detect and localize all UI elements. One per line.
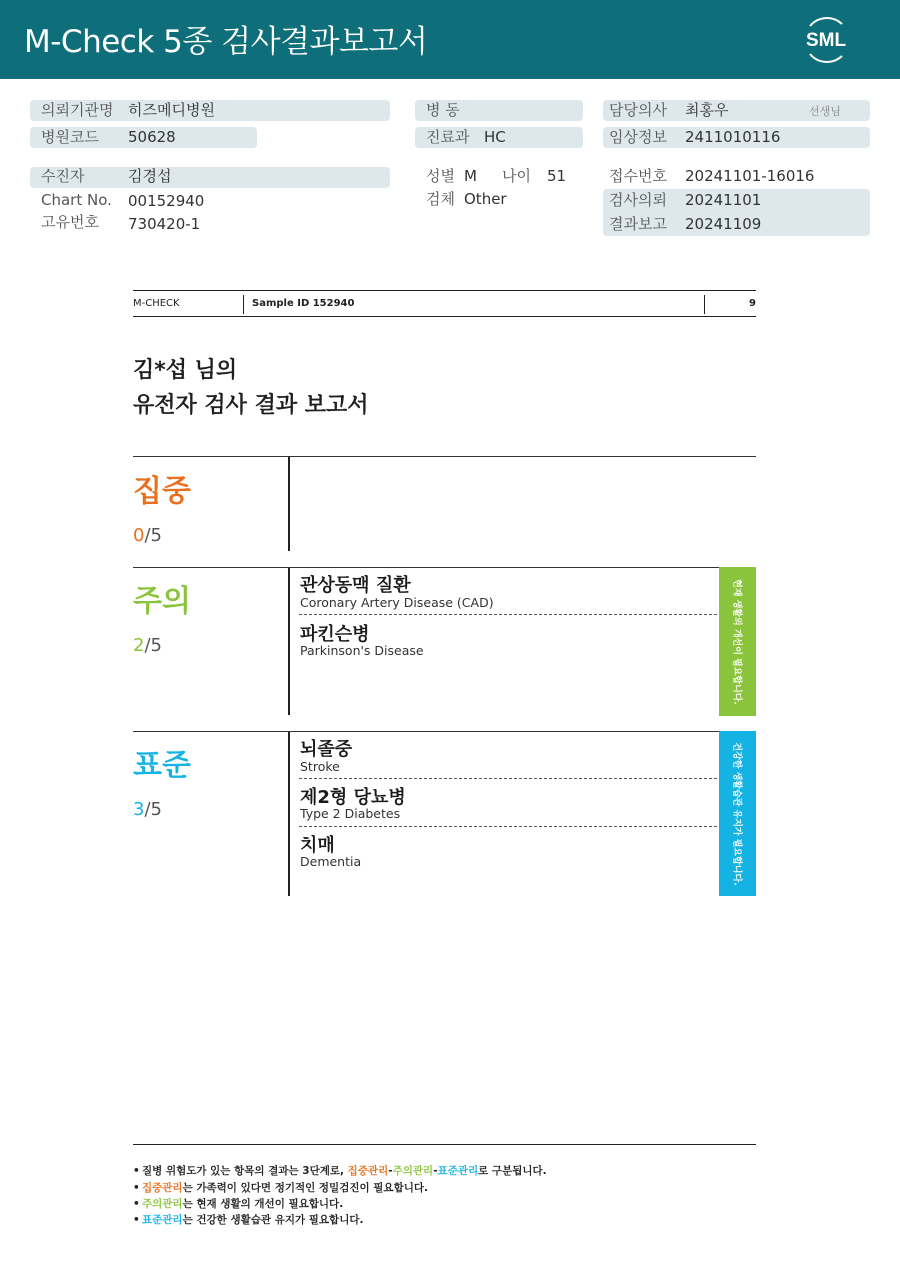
report-date-label: 결과보고 (609, 215, 667, 233)
focus-term: 집중관리 (347, 1165, 389, 1177)
caution-section-count (133, 635, 162, 656)
sex-value: M (464, 167, 477, 185)
standard-side-text: 건강한 생활습관 유지가 필요합니다. (731, 741, 741, 886)
focus-section-divider (288, 457, 290, 551)
footnote-text: 는 현재 생활의 개선이 필요합니다. (182, 1198, 344, 1210)
focus-count: 0 (133, 525, 145, 546)
specimen-label: 검체 (426, 190, 455, 208)
footnote-dash: - (388, 1165, 393, 1177)
sml-logo (796, 12, 856, 66)
standard-term: 표준관리 (142, 1214, 183, 1226)
caution-side-banner (719, 567, 756, 716)
bullet: • (133, 1214, 140, 1226)
standard-item-title: 제2형 당뇨병 (300, 787, 406, 808)
institution-label: 의뢰기관명 (41, 101, 114, 119)
clinical-info-value: 2411010116 (685, 128, 781, 146)
svg-text:SML: SML (805, 30, 847, 51)
request-date-value: 20241101 (685, 191, 762, 209)
standard-item-subtitle: Dementia (300, 854, 362, 869)
caution-section-rule (133, 567, 756, 568)
doctor-label: 담당의사 (609, 101, 667, 119)
focus-section-rule (133, 456, 756, 457)
report-brand: M-CHECK (133, 298, 180, 309)
hospital-code-label: 병원코드 (41, 128, 99, 146)
page-number: 9 (749, 298, 756, 309)
request-date-label: 검사의뢰 (609, 191, 667, 209)
top-banner (0, 0, 900, 79)
specimen-value: Other (464, 190, 507, 208)
caution-count: 2 (133, 635, 145, 656)
footnote-text: 는 가족력이 있다면 정기적인 정밀검진이 필요합니다. (182, 1182, 428, 1194)
footnote-dash: - (433, 1165, 438, 1177)
standard-item-title: 치매 (300, 835, 335, 856)
caution-term: 주의관리 (142, 1198, 183, 1210)
footnote-2 (133, 1180, 428, 1195)
department-value: HC (484, 128, 506, 146)
unique-id-value: 730420-1 (128, 215, 201, 233)
footnote-3 (133, 1196, 343, 1211)
receipt-label: 접수번호 (609, 167, 667, 185)
age-label: 나이 (502, 167, 531, 185)
caution-side-text: 현재 생활의 개선이 필요합니다. (731, 578, 741, 705)
report-title-line2: 유전자 검사 결과 보고서 (133, 393, 369, 418)
caution-item-subtitle: Parkinson's Disease (300, 643, 424, 658)
standard-section-divider (288, 732, 290, 896)
standard-item-subtitle: Stroke (300, 759, 340, 774)
age-value: 51 (547, 167, 567, 185)
report-title-line1: 김*섭 님의 (133, 358, 238, 383)
report-date-value: 20241109 (685, 215, 762, 233)
footnote-text: 질병 위험도가 있는 항목의 결과는 3단계로, (142, 1165, 348, 1177)
standard-section-label: 표준 (133, 748, 191, 783)
sample-id: Sample ID 152940 (252, 298, 355, 309)
chart-value: 00152940 (128, 192, 205, 210)
standard-section-count (133, 799, 162, 820)
focus-term: 집중관리 (142, 1182, 183, 1194)
standard-item-title: 뇌졸중 (300, 739, 353, 760)
sex-label: 성별 (426, 167, 455, 185)
caution-total: /5 (144, 635, 162, 656)
standard-side-banner (719, 731, 756, 896)
bullet: • (133, 1165, 140, 1177)
footnote-4 (133, 1212, 363, 1227)
caution-item-subtitle: Coronary Artery Disease (CAD) (300, 595, 494, 610)
patient-value: 김경섭 (128, 167, 172, 185)
focus-section-label: 집중 (133, 474, 191, 509)
clinical-info-label: 임상정보 (609, 128, 667, 146)
standard-section-rule (133, 731, 756, 732)
ward-label: 병 동 (426, 101, 460, 119)
receipt-value: 20241101-16016 (685, 167, 815, 185)
doctor-value: 최홍우 (685, 101, 729, 119)
header-divider (704, 295, 705, 314)
bullet: • (133, 1198, 140, 1210)
focus-total: /5 (144, 525, 162, 546)
caution-term: 주의관리 (392, 1165, 434, 1177)
chart-label: Chart No. (41, 191, 112, 209)
standard-item-subtitle: Type 2 Diabetes (300, 806, 401, 821)
patient-label: 수진자 (41, 167, 85, 185)
caution-section-label: 주의 (133, 584, 191, 619)
report-header-bottom-rule (133, 316, 756, 317)
footnote-text: 로 구분됩니다. (478, 1165, 547, 1177)
standard-term: 표준관리 (437, 1165, 479, 1177)
header-divider (243, 295, 244, 314)
footnote-1 (133, 1163, 547, 1178)
caution-item-title: 파킨슨병 (300, 624, 370, 645)
caution-item-title: 관상동맥 질환 (300, 575, 411, 596)
standard-count: 3 (133, 799, 145, 820)
focus-section-count (133, 525, 162, 546)
bullet: • (133, 1182, 140, 1194)
footnote-text: 는 건강한 생활습관 유지가 필요합니다. (182, 1214, 364, 1226)
report-main-title: M-Check 5종 검사결과보고서 (24, 24, 428, 60)
item-divider (299, 826, 717, 827)
unique-id-label: 고유번호 (41, 213, 99, 231)
caution-section-divider (288, 568, 290, 715)
standard-total: /5 (144, 799, 162, 820)
report-header-top-rule (133, 290, 756, 291)
hospital-code-value: 50628 (128, 128, 176, 146)
institution-value: 히즈메디병원 (128, 101, 215, 119)
department-label: 진료과 (426, 128, 470, 146)
item-divider (299, 778, 717, 779)
item-divider (299, 614, 717, 615)
footer-rule (133, 1144, 756, 1145)
doctor-suffix: 선생님 (809, 105, 841, 118)
